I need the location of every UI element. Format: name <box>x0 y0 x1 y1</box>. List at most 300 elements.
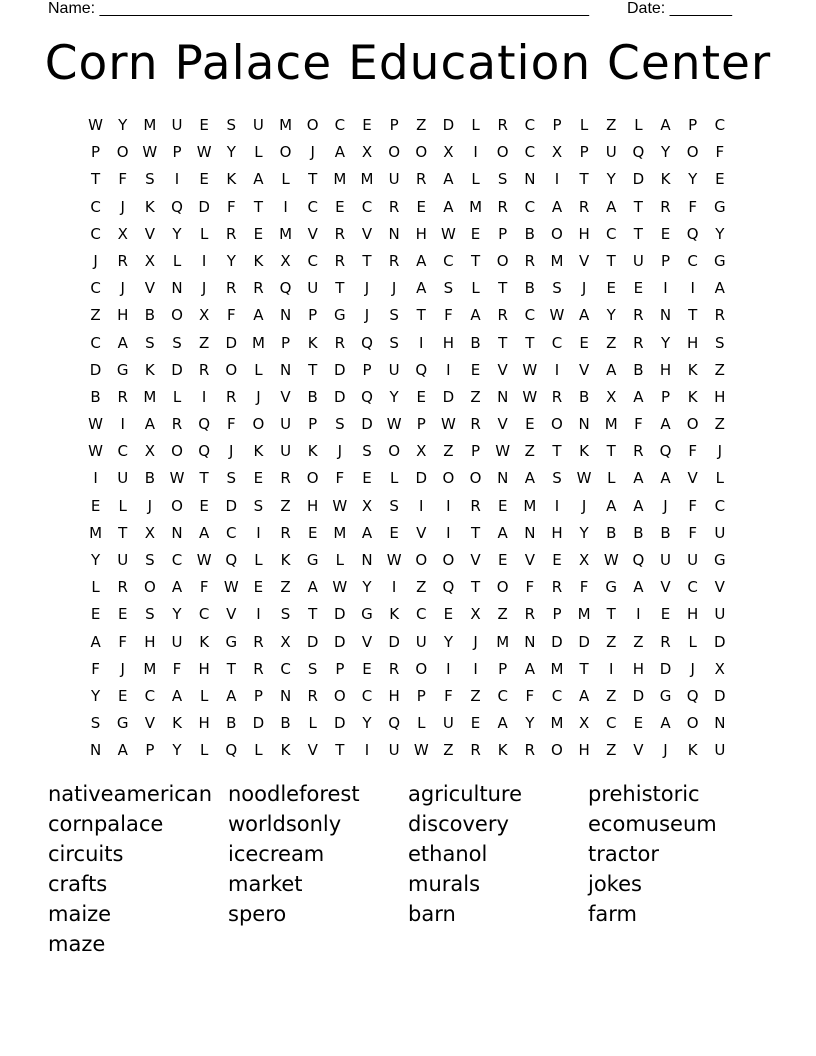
grid-letter: T <box>498 333 508 352</box>
grid-letter: X <box>361 496 373 515</box>
grid-letter: C <box>443 251 454 270</box>
word-list-item: worldsonly <box>228 812 342 836</box>
grid-letter: C <box>551 333 563 352</box>
grid-letter: M <box>577 605 591 624</box>
grid-letter: N <box>171 279 183 298</box>
grid-letter: U <box>388 741 400 760</box>
grid-letter: S <box>443 279 454 298</box>
grid-row <box>82 275 734 302</box>
grid-letter: W <box>603 551 619 569</box>
grid-letter: V <box>307 741 318 760</box>
grid-letter: Z <box>633 632 644 651</box>
grid-letter: L <box>254 360 263 379</box>
grid-letter: O <box>496 143 509 162</box>
grid-letter: V <box>633 741 644 760</box>
grid-letter: F <box>91 659 100 678</box>
grid-letter: Y <box>443 632 453 651</box>
grid-letter: F <box>444 306 453 325</box>
grid-letter: R <box>497 116 508 134</box>
grid-letter: U <box>714 523 726 542</box>
grid-letter: H <box>578 741 590 760</box>
grid-letter: L <box>199 741 209 760</box>
grid-letter: W <box>386 551 402 569</box>
grid-letter: L <box>281 170 290 189</box>
grid-letter: P <box>91 143 101 162</box>
grid-letter: U <box>117 469 129 488</box>
grid-letter: C <box>524 116 536 134</box>
grid-letter: S <box>90 714 101 733</box>
date-field[interactable]: Date: _______ <box>627 0 732 17</box>
grid-letter: D <box>334 632 346 651</box>
grid-letter: R <box>497 306 508 325</box>
grid-letter: J <box>120 279 125 298</box>
grid-letter: R <box>633 306 644 325</box>
grid-letter: H <box>578 224 590 243</box>
grid-letter: H <box>415 224 427 243</box>
grid-letter: D <box>89 360 102 379</box>
grid-letter: K <box>497 741 508 760</box>
grid-letter: R <box>388 659 400 678</box>
grid-letter: F <box>688 523 697 542</box>
grid-letter: Q <box>198 415 211 434</box>
grid-letter: I <box>120 415 125 434</box>
grid-letter: E <box>199 496 209 515</box>
grid-letter: Y <box>660 333 671 352</box>
grid-letter: D <box>334 360 346 379</box>
grid-letter: K <box>687 387 698 406</box>
grid-letter: I <box>256 605 261 624</box>
grid-letter: Q <box>361 333 373 352</box>
grid-letter: D <box>442 116 455 134</box>
grid-letter: E <box>579 333 589 352</box>
grid-letter: Y <box>90 551 101 569</box>
grid-letter: U <box>388 170 400 189</box>
grid-letter: N <box>497 469 509 488</box>
grid-letter: J <box>229 442 234 461</box>
grid-letter: S <box>389 496 399 515</box>
grid-letter: Y <box>90 686 101 705</box>
grid-letter: X <box>361 143 373 162</box>
grid-row <box>82 411 734 438</box>
grid-letter: O <box>469 469 482 488</box>
grid-letter: R <box>334 333 346 352</box>
grid-letter: Q <box>659 442 672 461</box>
grid-letter: S <box>226 116 237 134</box>
word-list-item: ethanol <box>408 842 488 866</box>
grid-letter: J <box>391 279 397 298</box>
grid-letter: C <box>524 143 536 162</box>
grid-letter: D <box>334 714 346 733</box>
grid-letter: E <box>443 605 454 624</box>
grid-letter: F <box>118 632 128 651</box>
grid-letter: N <box>388 224 400 243</box>
grid-letter: H <box>198 659 210 678</box>
grid-letter: H <box>198 714 210 733</box>
grid-letter: A <box>199 523 210 542</box>
grid-letter: B <box>226 714 237 733</box>
grid-letter: R <box>117 251 128 270</box>
grid-letter: Z <box>470 387 481 406</box>
grid-letter: R <box>280 523 291 542</box>
grid-letter: S <box>335 415 345 434</box>
grid-letter: O <box>388 442 401 461</box>
grid-letter: B <box>578 387 590 406</box>
grid-letter: X <box>117 224 128 243</box>
grid-letter: R <box>334 224 346 243</box>
grid-letter: S <box>226 469 237 488</box>
grid-letter: W <box>413 741 429 760</box>
grid-letter: M <box>550 714 564 733</box>
grid-letter: X <box>144 523 155 542</box>
grid-letter: Z <box>470 686 481 705</box>
grid-letter: D <box>551 632 563 651</box>
grid-letter: W <box>88 415 103 434</box>
grid-letter: K <box>280 551 291 569</box>
grid-letter: R <box>253 279 264 298</box>
grid-letter: P <box>661 387 671 406</box>
grid-letter: T <box>470 578 481 597</box>
grid-letter: L <box>91 578 100 597</box>
grid-letter: B <box>470 333 481 352</box>
grid-letter: U <box>714 741 726 760</box>
grid-letter: X <box>144 442 155 461</box>
grid-letter: B <box>633 523 644 542</box>
grid-letter: A <box>253 306 264 325</box>
grid-letter: G <box>306 551 319 569</box>
grid-letter: D <box>714 632 726 651</box>
grid-letter: L <box>579 116 589 134</box>
word-list-item: maize <box>48 902 112 926</box>
grid-letter: A <box>416 279 427 298</box>
grid-letter: S <box>172 333 182 352</box>
grid-letter: I <box>609 659 614 678</box>
grid-letter: R <box>660 632 671 651</box>
grid-letter: R <box>226 387 237 406</box>
grid-letter: E <box>199 116 209 134</box>
grid-letter: Z <box>524 442 535 461</box>
grid-letter: L <box>471 279 480 298</box>
grid-letter: W <box>440 415 456 434</box>
grid-letter: I <box>554 496 560 515</box>
grid-letter: U <box>307 279 319 298</box>
grid-letter: Q <box>686 686 699 705</box>
grid-letter: H <box>687 333 699 352</box>
grid-letter: J <box>473 632 478 651</box>
grid-row <box>82 710 734 737</box>
grid-letter: N <box>578 415 590 434</box>
grid-letter: A <box>470 306 481 325</box>
grid-letter: V <box>470 551 481 569</box>
grid-letter: N <box>524 632 536 651</box>
grid-letter: B <box>660 523 671 542</box>
grid-letter: T <box>118 523 128 542</box>
grid-letter: T <box>606 605 616 624</box>
grid-letter: E <box>307 523 318 542</box>
grid-letter: V <box>144 714 155 733</box>
grid-letter: J <box>663 741 668 760</box>
grid-letter: A <box>497 714 508 733</box>
grid-letter: H <box>117 306 129 325</box>
word-list-item: maze <box>48 932 106 956</box>
grid-letter: M <box>333 523 347 542</box>
grid-letter: R <box>524 251 536 270</box>
grid-letter: H <box>551 523 563 542</box>
grid-letter: V <box>578 251 590 270</box>
grid-letter: J <box>364 306 370 325</box>
grid-letter: C <box>606 714 617 733</box>
grid-letter: Q <box>442 578 455 597</box>
grid-letter: T <box>308 605 318 624</box>
grid-letter: Z <box>714 360 725 379</box>
grid-letter: U <box>280 415 292 434</box>
grid-letter: W <box>142 143 158 162</box>
grid-letter: B <box>90 387 101 406</box>
grid-letter: X <box>144 251 155 270</box>
grid-letter: V <box>361 632 373 651</box>
grid-letter: S <box>145 551 155 569</box>
grid-letter: L <box>471 116 480 134</box>
grid-letter: D <box>415 469 428 488</box>
grid-letter: O <box>551 415 563 434</box>
grid-letter: R <box>470 415 481 434</box>
grid-row <box>82 520 734 547</box>
grid-letter: C <box>117 442 128 461</box>
grid-letter: L <box>254 551 263 569</box>
grid-letter: K <box>253 442 264 461</box>
grid-letter: I <box>419 496 424 515</box>
grid-letter: Z <box>606 333 617 352</box>
grid-letter: F <box>688 197 697 216</box>
grid-letter: D <box>334 387 346 406</box>
grid-letter: U <box>660 551 672 569</box>
grid-letter: A <box>361 523 373 542</box>
grid-letter: P <box>253 686 263 705</box>
grid-letter: I <box>690 279 695 298</box>
grid-letter: R <box>198 360 210 379</box>
grid-letter: A <box>633 578 644 597</box>
grid-letter: W <box>196 551 212 569</box>
grid-letter: A <box>714 279 725 298</box>
grid-letter: C <box>416 605 427 624</box>
grid-letter: M <box>89 523 103 542</box>
grid-letter: D <box>632 170 645 189</box>
grid-letter: O <box>686 415 699 434</box>
grid-letter: D <box>442 387 455 406</box>
grid-letter: W <box>576 469 592 488</box>
grid-letter: U <box>117 551 129 569</box>
grid-letter: E <box>416 387 426 406</box>
grid-letter: S <box>280 605 291 624</box>
grid-letter: Q <box>225 741 238 760</box>
grid-letter: D <box>632 686 645 705</box>
grid-letter: T <box>199 469 209 488</box>
grid-letter: Z <box>606 116 617 134</box>
grid-letter: L <box>335 551 345 569</box>
grid-letter: O <box>306 116 319 134</box>
grid-letter: A <box>606 496 617 515</box>
grid-letter: O <box>551 741 563 760</box>
grid-letter: I <box>391 578 397 597</box>
grid-letter: V <box>144 224 155 243</box>
grid-letter: A <box>443 197 454 216</box>
grid-letter: V <box>144 279 155 298</box>
grid-row <box>82 139 734 166</box>
grid-letter: Y <box>226 143 236 162</box>
grid-row <box>82 112 734 139</box>
grid-letter: M <box>469 197 483 216</box>
grid-letter: S <box>389 306 399 325</box>
grid-letter: Z <box>714 415 725 434</box>
grid-letter: E <box>606 279 616 298</box>
grid-letter: C <box>687 578 698 597</box>
grid-letter: I <box>174 170 180 189</box>
grid-letter: X <box>198 306 210 325</box>
grid-letter: Y <box>362 578 372 597</box>
grid-letter: N <box>361 551 373 569</box>
grid-letter: V <box>660 578 671 597</box>
grid-letter: C <box>524 197 536 216</box>
grid-letter: L <box>308 714 317 733</box>
grid-letter: F <box>118 170 128 189</box>
grid-letter: D <box>388 632 400 651</box>
grid-letter: X <box>416 442 427 461</box>
grid-letter: R <box>470 496 481 515</box>
grid-letter: C <box>361 686 373 705</box>
grid-letter: C <box>551 686 563 705</box>
grid-letter: H <box>307 496 319 515</box>
grid-letter: S <box>497 170 508 189</box>
grid-letter: X <box>714 659 725 678</box>
grid-row <box>82 221 734 248</box>
grid-letter: Z <box>90 306 101 325</box>
word-list-item: tractor <box>588 842 659 866</box>
grid-letter: E <box>633 714 644 733</box>
grid-letter: A <box>633 496 644 515</box>
grid-letter: V <box>361 224 373 243</box>
grid-letter: W <box>332 496 348 515</box>
grid-letter: C <box>144 686 156 705</box>
grid-row <box>82 302 734 329</box>
header-line <box>48 0 768 20</box>
grid-letter: J <box>147 496 153 515</box>
grid-letter: T <box>416 306 426 325</box>
grid-letter: B <box>144 306 155 325</box>
word-list-item: crafts <box>48 872 108 896</box>
grid-letter: I <box>446 659 451 678</box>
grid-letter: Q <box>686 224 699 243</box>
grid-letter: F <box>226 415 236 434</box>
grid-letter: D <box>198 197 210 216</box>
grid-letter: M <box>496 632 510 651</box>
grid-letter: V <box>578 360 590 379</box>
grid-letter: F <box>172 659 182 678</box>
grid-letter: C <box>90 224 101 243</box>
grid-letter: T <box>90 170 101 189</box>
grid-letter: P <box>362 360 372 379</box>
grid-letter: R <box>388 251 400 270</box>
grid-letter: G <box>713 551 726 569</box>
grid-letter: A <box>660 469 671 488</box>
grid-letter: C <box>198 605 210 624</box>
grid-letter: I <box>473 659 478 678</box>
grid-letter: E <box>525 415 535 434</box>
grid-letter: J <box>120 197 125 216</box>
grid-letter: O <box>442 551 455 569</box>
grid-letter: L <box>172 387 182 406</box>
grid-letter: I <box>473 143 478 162</box>
grid-letter: E <box>90 496 101 515</box>
grid-letter: G <box>225 632 238 651</box>
grid-letter: T <box>470 251 481 270</box>
grid-letter: A <box>90 632 101 651</box>
grid-letter: K <box>687 360 698 379</box>
grid-letter: W <box>332 578 348 597</box>
grid-letter: Q <box>632 551 645 569</box>
grid-letter: I <box>663 279 668 298</box>
grid-letter: A <box>226 686 237 705</box>
grid-letter: R <box>253 632 264 651</box>
grid-letter: J <box>201 279 207 298</box>
grid-letter: Y <box>606 170 616 189</box>
grid-letter: J <box>690 659 695 678</box>
grid-letter: V <box>226 605 237 624</box>
grid-letter: R <box>226 224 237 243</box>
grid-letter: Q <box>388 714 401 733</box>
grid-letter: L <box>254 741 263 760</box>
grid-letter: W <box>522 387 538 406</box>
word-list-item: ecomuseum <box>588 812 717 836</box>
grid-letter: I <box>93 469 98 488</box>
grid-letter: F <box>199 578 209 597</box>
grid-letter: U <box>687 551 699 569</box>
grid-letter: L <box>172 251 182 270</box>
grid-letter: A <box>307 578 318 597</box>
grid-letter: B <box>524 224 535 243</box>
grid-letter: J <box>581 279 587 298</box>
name-field[interactable]: Name: _______________________________________________________ <box>48 0 589 17</box>
grid-letter: Z <box>280 578 291 597</box>
grid-letter: A <box>578 686 590 705</box>
grid-letter: I <box>201 251 207 270</box>
grid-letter: W <box>88 442 103 461</box>
grid-letter: A <box>443 170 454 189</box>
grid-letter: Z <box>606 686 617 705</box>
grid-letter: H <box>388 686 400 705</box>
grid-letter: D <box>714 686 726 705</box>
grid-letter: A <box>660 116 671 134</box>
grid-letter: D <box>171 360 183 379</box>
grid-letter: A <box>578 306 590 325</box>
grid-letter: L <box>389 469 399 488</box>
grid-row <box>82 656 734 683</box>
grid-letter: S <box>715 333 725 352</box>
grid-letter: U <box>714 605 726 624</box>
grid-row <box>82 737 734 764</box>
grid-letter: L <box>688 632 697 651</box>
grid-letter: W <box>386 415 402 434</box>
grid-row <box>82 357 734 384</box>
grid-letter: F <box>226 197 236 216</box>
grid-letter: I <box>364 741 370 760</box>
grid-letter: E <box>117 686 128 705</box>
grid-letter: O <box>306 469 319 488</box>
grid-letter: C <box>361 197 373 216</box>
grid-letter: G <box>659 686 672 705</box>
grid-letter: K <box>307 333 318 352</box>
grid-letter: L <box>254 143 263 162</box>
grid-row <box>82 629 734 656</box>
word-list-item: farm <box>588 902 637 926</box>
